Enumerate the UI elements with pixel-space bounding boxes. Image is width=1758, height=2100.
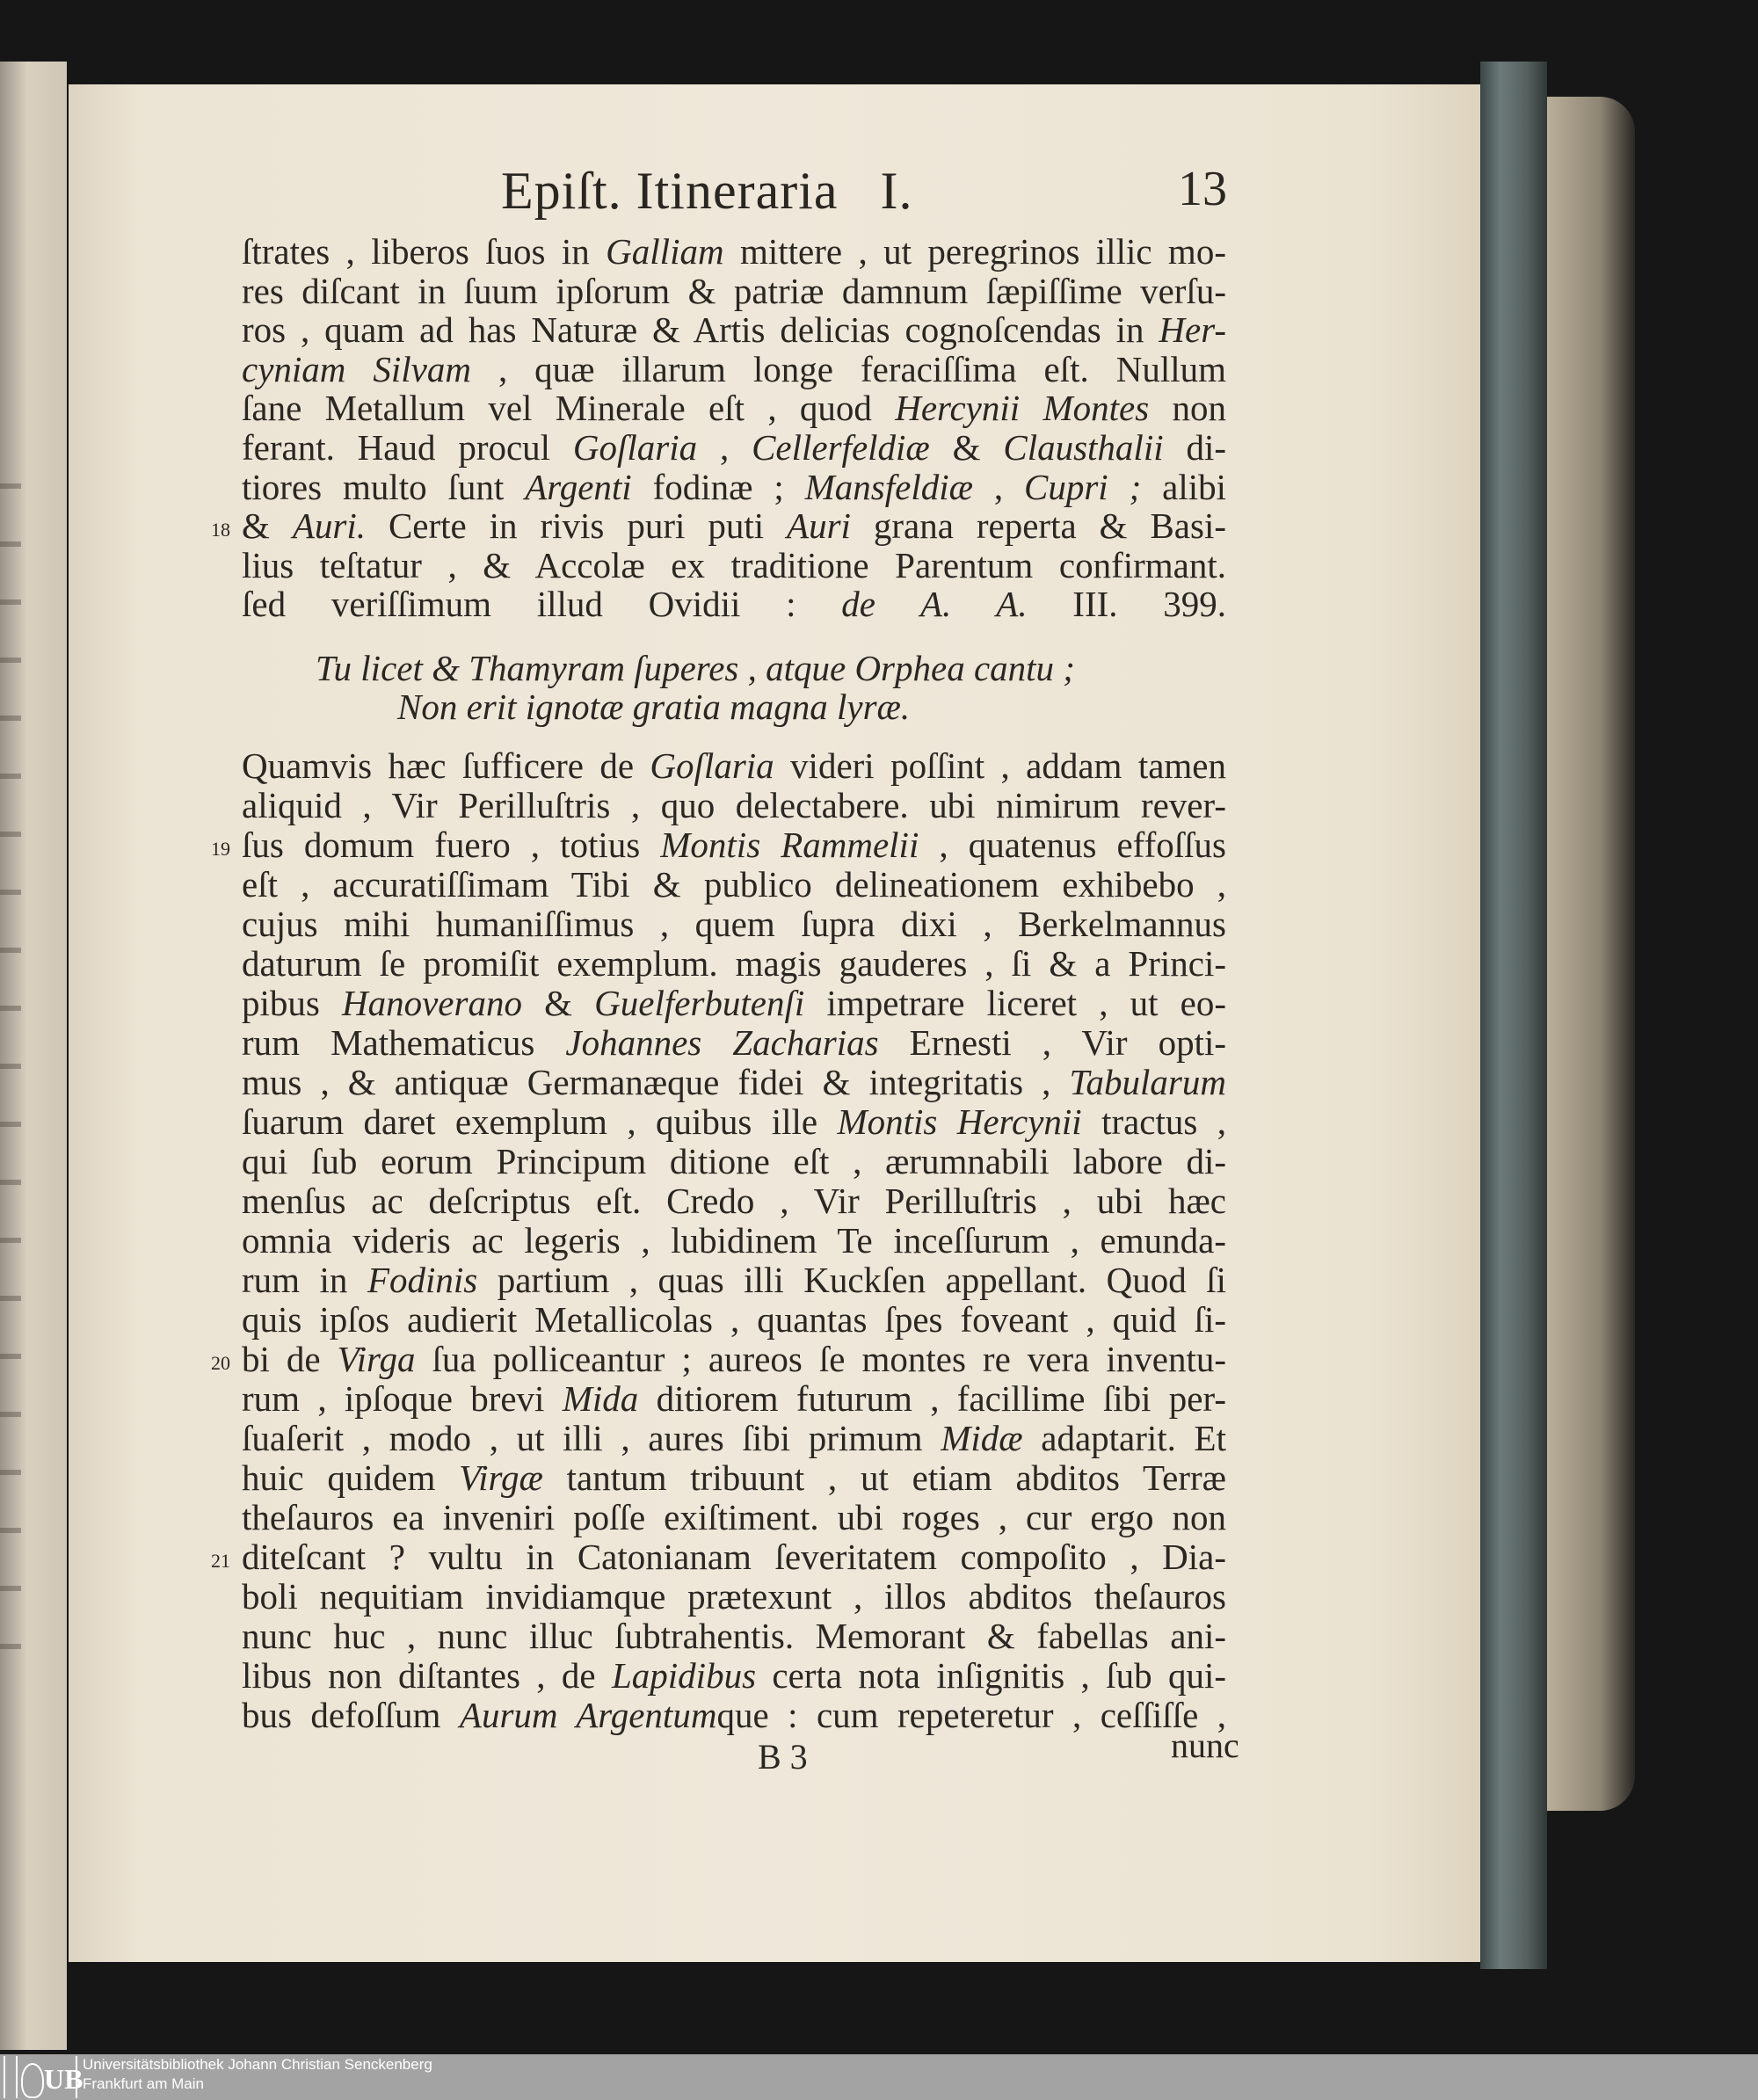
roman-text: certa nota inſignitis , ſub qui-	[756, 1655, 1226, 1696]
margin-note-number: 21	[211, 1550, 230, 1572]
facing-page-edge	[0, 62, 67, 2050]
roman-text: partium , quas illi Kuckſen appellant. Quod ſi	[477, 1260, 1227, 1300]
roman-text: daturum ſe promiſit exemplum. magis gauderes , ſi & a Princi-	[242, 943, 1226, 984]
italic-text: Cellerfeldiæ	[752, 427, 930, 468]
text-line	[242, 1299, 1226, 1340]
roman-text: quis ipſos audierit Metallicolas , quantas ſpes foveant , quid ſi-	[242, 1299, 1226, 1340]
roman-text: &	[242, 505, 293, 547]
italic-text: Galliam	[606, 231, 724, 272]
roman-text: Certe in rivis puri puti	[366, 505, 788, 547]
italic-text: Hercynii Montes	[895, 388, 1150, 429]
text-line	[242, 584, 1226, 624]
roman-text: ditiorem futurum , facillime ſibi per-	[638, 1378, 1226, 1419]
roman-text: ferant. Haud procul	[242, 427, 573, 468]
text-line	[242, 1062, 1226, 1102]
roman-text: &	[929, 427, 1004, 468]
text-line	[242, 825, 1226, 865]
italic-text: Virgæ	[459, 1457, 543, 1498]
text-line	[242, 904, 1226, 944]
roman-text: fodinæ ;	[631, 466, 805, 507]
italic-text: cyniam Silvam	[242, 348, 471, 389]
italic-text: Auri	[787, 505, 851, 547]
margin-note-number: 20	[211, 1352, 230, 1374]
italic-text: Goſlaria	[572, 427, 698, 468]
text-line	[242, 1141, 1226, 1181]
roman-text: III. 399.	[1027, 584, 1226, 625]
text-line	[242, 1378, 1226, 1419]
roman-text: bus defoſſum	[242, 1695, 460, 1735]
italic-text: Fodinis	[367, 1260, 478, 1300]
margin-note-number: 18	[211, 519, 230, 541]
text-line	[242, 349, 1226, 389]
facing-page-text-fragments	[0, 431, 21, 1661]
text-line	[242, 983, 1226, 1023]
roman-text: alibi	[1141, 466, 1226, 507]
text-line	[242, 231, 1226, 272]
roman-text: que : cum repeteretur , ceſſiſſe ,	[716, 1695, 1226, 1735]
italic-text: Clausthalii	[1003, 427, 1164, 468]
roman-text: ſuaſerit , modo , ut illi , aures ſibi primum	[242, 1418, 941, 1458]
roman-text: Ernesti , Vir opti-	[878, 1022, 1227, 1063]
italic-text: Tu licet & Thamyram ſuperes , atque Orphea cantu ;	[316, 648, 1075, 688]
italic-text: de A. A.	[841, 584, 1028, 625]
roman-text: libus non diſtantes , de	[242, 1655, 612, 1696]
italic-text: Montis Hercynii	[837, 1101, 1082, 1142]
roman-text: tractus ,	[1081, 1101, 1226, 1142]
roman-text: eſt , accuratiſſimam Tibi & publico delineationem exhibebo ,	[242, 864, 1226, 905]
margin-note-number: 19	[211, 838, 230, 860]
text-line	[242, 1497, 1226, 1537]
roman-text: rum Mathematicus	[242, 1022, 566, 1063]
italic-text: Auri.	[292, 505, 366, 547]
roman-text: ſed veriſſimum illud Ovidii :	[242, 584, 842, 625]
roman-text: , quatenus effoſſus	[919, 825, 1226, 865]
roman-text: mus , & antiquæ Germanæque fidei & integritatis ,	[242, 1062, 1070, 1102]
roman-text: theſauros ea inveniri poſſe exiſtiment. ubi roges , cur ergo non	[242, 1497, 1226, 1537]
italic-text: Lapidibus	[611, 1655, 757, 1696]
roman-text: boli nequitiam invidiamque prætexunt , illos abditos theſauros	[242, 1576, 1226, 1617]
logo-portrait-icon	[21, 2063, 44, 2098]
roman-text: rum in	[242, 1260, 367, 1300]
italic-text: Virga	[337, 1339, 416, 1379]
text-line	[242, 1457, 1226, 1498]
italic-text: Argenti	[525, 466, 632, 507]
text-line	[242, 1655, 1226, 1696]
roman-text: grana reperta & Basi-	[850, 505, 1226, 547]
roman-text: &	[521, 983, 595, 1023]
text-line	[242, 271, 1226, 311]
roman-text: ſuarum daret exemplum , quibus ille	[242, 1101, 838, 1142]
roman-text: menſus ac deſcriptus eſt. Credo , Vir Perilluſtris , ubi hæc	[242, 1181, 1226, 1221]
text-line	[242, 785, 1226, 825]
roman-text: di-	[1163, 427, 1226, 468]
roman-text: rum , ipſoque brevi	[242, 1378, 563, 1419]
roman-text: qui ſub eorum Principum ditione eſt , ærumnabili labore di-	[242, 1141, 1226, 1181]
library-logo	[4, 2056, 84, 2098]
roman-text: omnia videris ac legeris , lubidinem Te inceſſurum , emunda-	[242, 1220, 1226, 1261]
italic-text: Cupri ;	[1024, 466, 1142, 507]
text-line	[242, 1576, 1226, 1617]
roman-text: , quæ illarum longe feraciſſima eſt. Nullum	[470, 348, 1226, 389]
text-line	[242, 1339, 1226, 1379]
roman-text: lius teſtatur , & Accolæ ex traditione Parentum confirmant.	[242, 544, 1226, 585]
roman-text: tantum tribuunt , ut etiam abditos Terræ	[542, 1457, 1226, 1498]
text-line	[242, 864, 1226, 905]
roman-text: cujus mihi humaniſſimus , quem ſupra dixi , Berkelmannus	[242, 904, 1226, 944]
italic-text: Mida	[562, 1378, 639, 1419]
roman-text: nunc huc , nunc illuc ſubtrahentis. Memorant & fabellas ani-	[242, 1616, 1226, 1656]
roman-text: res diſcant in ſuum ipſorum & patriæ damnum ſæpiſſime verſu-	[242, 270, 1226, 311]
text-line	[242, 1695, 1226, 1735]
text-line	[242, 505, 1226, 546]
text-line	[242, 1260, 1226, 1300]
text-line	[242, 388, 1226, 428]
roman-text: non	[1149, 388, 1226, 429]
roman-text: Quamvis hæc ſufficere de	[242, 745, 650, 786]
text-line	[397, 687, 910, 727]
text-line	[242, 745, 1226, 786]
text-line	[242, 309, 1226, 350]
text-line	[242, 1616, 1226, 1656]
roman-text: ros , quam ad has Naturæ & Artis delicias cognoſcendas in	[242, 309, 1159, 351]
book-cover-edge	[1547, 97, 1635, 1811]
roman-text: aliquid , Vir Perilluſtris , quo delectabere. ubi nimirum rever-	[242, 785, 1226, 825]
text-line	[242, 427, 1226, 468]
italic-text: Hanoverano	[342, 983, 522, 1023]
roman-text: ,	[972, 466, 1024, 507]
library-name: Universitätsbibliothek Johann Christian Senckenberg	[83, 2056, 432, 2073]
italic-text: Goſlaria	[650, 745, 774, 786]
text-line	[242, 467, 1226, 507]
roman-text: videri poſſint , addam tamen	[774, 745, 1226, 786]
italic-text: Montis Rammelii	[660, 825, 919, 865]
roman-text: ſus domum fuero , totius	[242, 825, 661, 865]
text-line	[242, 1418, 1226, 1458]
roman-text: tiores multo ſunt	[242, 466, 526, 507]
text-line	[242, 1101, 1226, 1142]
library-footer-bar	[0, 2054, 1758, 2100]
page-block-edge	[1480, 62, 1547, 1969]
italic-text: Aurum Argentum	[459, 1695, 717, 1735]
catchword: nunc	[1171, 1726, 1239, 1765]
italic-text: Midæ	[941, 1418, 1023, 1458]
page-number: 13	[1178, 162, 1227, 216]
text-line	[242, 1181, 1226, 1221]
roman-text: ſtrates , liberos ſuos in	[242, 231, 607, 272]
text-line	[242, 943, 1226, 984]
roman-text: bi de	[242, 1339, 338, 1379]
roman-text: mittere , ut peregrinos illic mo-	[723, 231, 1226, 272]
roman-text: diteſcant ? vultu in Catonianam ſeveritatem compoſito , Dia-	[242, 1537, 1226, 1577]
italic-text: Her-	[1159, 309, 1226, 351]
logo-text: UB	[44, 2063, 84, 2095]
roman-text: adaptarit. Et	[1022, 1418, 1226, 1458]
roman-text: pibus	[242, 983, 342, 1023]
running-head: Epiſt. Itineraria I.	[501, 162, 913, 220]
italic-text: Johannes Zacharias	[565, 1022, 879, 1063]
italic-text: Mansfeldiæ	[804, 466, 973, 507]
roman-text: huic quidem	[242, 1457, 460, 1498]
text-line	[242, 545, 1226, 585]
logo-columns-icon	[4, 2056, 18, 2098]
roman-text: ſane Metallum vel Minerale eſt , quod	[242, 388, 896, 429]
roman-text: ſua polliceantur ; aureos ſe montes re vera inventu-	[415, 1339, 1227, 1379]
text-line	[242, 1220, 1226, 1261]
library-location: Frankfurt am Main	[83, 2075, 204, 2092]
text-line	[316, 648, 1075, 688]
signature-mark: B 3	[758, 1737, 808, 1777]
roman-text: impetrare liceret , ut eo-	[804, 983, 1226, 1023]
text-line	[242, 1022, 1226, 1063]
italic-text: Non erit ignotæ gratia magna lyræ.	[397, 687, 911, 727]
italic-text: Tabularum	[1069, 1062, 1226, 1102]
italic-text: Guelferbutenſi	[594, 983, 805, 1023]
text-line	[242, 1537, 1226, 1577]
roman-text: ,	[697, 427, 752, 468]
